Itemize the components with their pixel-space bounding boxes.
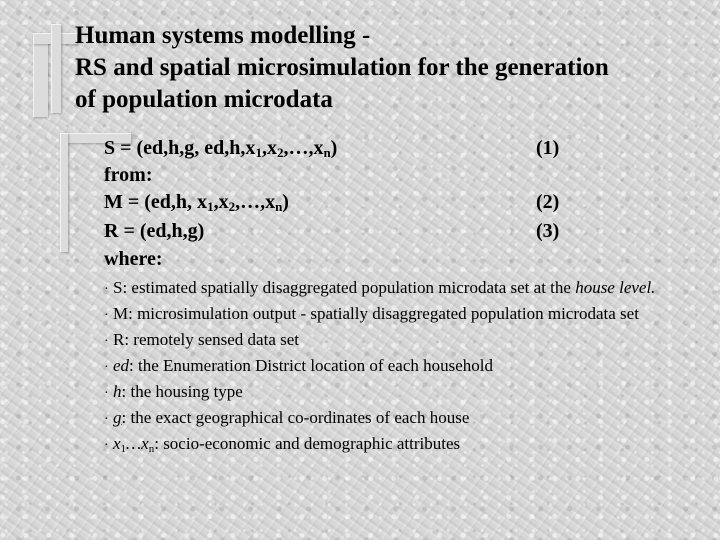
decorative-bar bbox=[33, 33, 48, 117]
title-line: of population microdata bbox=[75, 86, 333, 113]
definition-item: · ed: the Enumeration District location of each household bbox=[104, 354, 664, 380]
definition-item: · h: the housing type bbox=[104, 380, 664, 406]
equation-number: (3) bbox=[536, 220, 560, 242]
bullet-icon: · bbox=[104, 386, 109, 401]
bullet-icon: · bbox=[104, 412, 109, 427]
bullet-icon: · bbox=[104, 282, 109, 297]
where-label: where: bbox=[104, 248, 163, 270]
bullet-icon: · bbox=[104, 334, 109, 349]
definition-item: · M: microsimulation output - spatially disaggregated population microdata set bbox=[104, 302, 664, 328]
definition-item: · g: the exact geographical co-ordinates of each house bbox=[104, 406, 664, 432]
bullet-icon: · bbox=[104, 438, 109, 453]
decorative-bar bbox=[51, 24, 61, 113]
equation-number: (2) bbox=[536, 191, 560, 213]
title-line: Human systems modelling - bbox=[75, 22, 371, 49]
bullet-icon: · bbox=[104, 360, 109, 375]
definition-item: · S: estimated spatially disaggregated population microdata set at the house level. bbox=[104, 276, 664, 302]
equation-s: S = (ed,h,g, $ed,h,x_1,x_2,\dots,x_n$) bbox=[104, 137, 338, 160]
definitions-list bbox=[104, 276, 664, 458]
equation-m: M = (ed,h, $x_1,x_2,\dots,x_n$) bbox=[104, 191, 289, 214]
decorative-bar bbox=[60, 133, 68, 252]
slide-title bbox=[75, 20, 609, 116]
equation-number: (1) bbox=[536, 137, 560, 159]
title-line: RS and spatial microsimulation for the generation bbox=[75, 54, 609, 81]
definition-item: · R: remotely sensed data set bbox=[104, 328, 664, 354]
equation-r: R = (ed,h,g) bbox=[104, 220, 205, 242]
from-label: from: bbox=[104, 164, 153, 186]
bullet-icon: · bbox=[104, 308, 109, 323]
definition-item: · $x_1\dots x_n$: socio-economic and demographic attributes bbox=[104, 432, 664, 458]
